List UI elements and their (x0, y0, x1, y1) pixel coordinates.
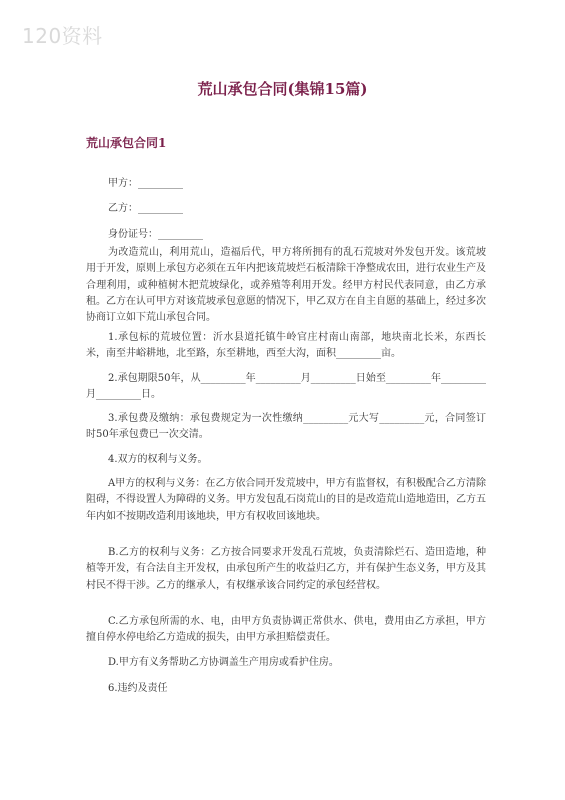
document-title: 荒山承包合同(集锦15篇) (197, 80, 368, 98)
clause-1-location: 1.承包标的荒坡位置：沂水县道托镇牛岭官庄村南山南部，地块南北长米，东西长米，南至井峪耕地，北至路，东至耕地，西至大沟，面积_________亩。 (86, 332, 486, 360)
clause-b-party-b: B.乙方的权利与义务：乙方按合同要求开发乱石荒坡，负责清除烂石、造田造地，种植等开发，有合法自主开发权，由承包所产生的收益归乙方，并有保护生态义务，甲方及其村民不得干涉。乙方的继承人，有权继承该合同约定的承包经营权。 (86, 547, 486, 591)
clause-d-housing: D.甲方有义务帮助乙方协调盖生产用房或看护住房。 (108, 657, 339, 668)
clause-4-rights: 4.双方的权利与义务。 (108, 454, 208, 465)
clause-2-term: 2.承包期限50年，从_________年_________月_________日始至_________年_________月_________日。 (86, 373, 486, 401)
id-number-line: 身份证号：_________ (108, 229, 203, 240)
party-a-line: 甲方：_________ (108, 178, 183, 189)
watermark: 120资料 (22, 24, 103, 48)
clause-a-party-a: A甲方的权利与义务：在乙方依合同开发荒坡中，甲方有监督权，有积极配合乙方清除阻碍，不得设置人为障碍的义务。甲方发包乱石岗荒山的目的是改造荒山造地造田，乙方五年内如不按期改造利用该地块，甲方有权收回该地块。 (86, 478, 486, 522)
intro-paragraph: 为改造荒山，利用荒山，造福后代，甲方将所拥有的乱石荒坡对外发包开发。该荒坡用于开发，原则上承包方必须在五年内把该荒坡烂石板清除干净整成农田，进行农业生产及合理利用，或种植树木把荒坡绿化，或养殖等利用开发。经甲方村民代表同意，由乙方承租。乙方在认可甲方对该荒坡承包意愿的情况下，甲乙双方在自主自愿的基础上，经过多次协商订立如下荒山承包合同。 (86, 247, 486, 324)
section-title: 荒山承包合同1 (86, 136, 167, 150)
party-b-line: 乙方：_________ (108, 203, 183, 214)
clause-6-breach: 6.违约及责任 (108, 683, 168, 694)
clause-3-fee: 3.承包费及缴纳：承包费规定为一次性缴纳_________元大写_________元，合同签订时50年承包费已一次交清。 (86, 413, 486, 441)
clause-c-utilities: C.乙方承包所需的水、电，由甲方负责协调正常供水、供电，费用由乙方承担，甲方擅自停水停电给乙方造成的损失，由甲方承担赔偿责任。 (86, 616, 486, 644)
